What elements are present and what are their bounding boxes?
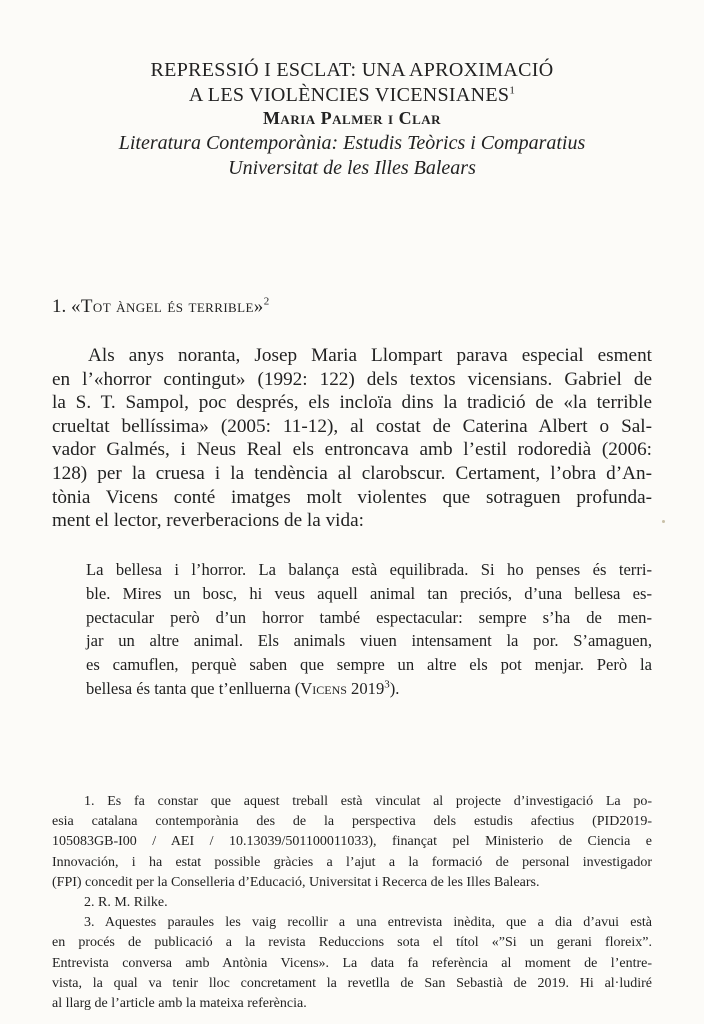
body-paragraph <box>52 344 652 533</box>
quote-footnote-ref: 3 <box>384 678 390 691</box>
citation-year: 2019 <box>346 678 385 698</box>
affiliation-group: Literatura Contemporània: Estudis Teòrics i Comparatius <box>118 132 586 154</box>
footnote-1-line: (FPI) concedit per la Conselleria d’Educació, Universitat i Recerca de les Illes Balears. <box>52 874 540 890</box>
paper-title-line-1: REPRESSIÓ I ESCLAT: UNA APROXIMACIÓ <box>150 59 554 81</box>
body-line: vador Galmés, i Neus Real els entroncava amb l’estil rodoredià (2006: <box>52 439 652 461</box>
citation-author: Vicens <box>300 678 347 698</box>
block-quote <box>86 558 652 701</box>
footnote-2: 2. R. M. Rilke. <box>84 895 168 911</box>
quote-end: ). <box>389 678 400 698</box>
footnote-3-line: en procés de publicació a la revista Reduccions sota el títol «”Si un gerani floreix”. <box>52 935 652 951</box>
footnote-3-line: 3. Aquestes paraules les vaig recollir a una entrevista inèdita, que a dia d’avui està <box>84 915 652 931</box>
quote-line <box>86 677 652 701</box>
footnote-3-line: al llarg de l’article amb la mateixa referència. <box>52 996 307 1012</box>
body-line: ment el lector, reverberacions de la vida: <box>52 510 364 532</box>
body-line: Als anys noranta, Josep Maria Llompart parava especial esment <box>88 345 652 366</box>
body-line: 128) per la cruesa i la tendència al clarobscur. Certament, l’obra d’An- <box>52 462 652 484</box>
quote-line: La bellesa i l’horror. La balança està equilibrada. Si ho penses és terri- <box>86 560 652 579</box>
quote-line: es camuflen, perquè saben que sempre un altre els pot menjar. Però la <box>86 655 652 675</box>
quote-line: ble. Mires un bosc, hi veus aquell animal tan preciós, d’una bellesa es- <box>86 583 652 603</box>
footnote-1-line: esia catalana contemporània des de la perspectiva dels estudis afectius (PID2019- <box>52 814 652 830</box>
author-name: Maria Palmer i Clar <box>262 108 442 128</box>
body-line: crueltat bellíssima» (2005: 11-12), al costat de Caterina Albert o Sal- <box>52 415 652 437</box>
footnote-1-line: Innovación, i ha estat possible gràcies a l’ajut a la formació de personal investigador <box>52 854 652 870</box>
section-footnote-ref: 2 <box>263 295 270 308</box>
body-line: tònia Vicens conté imatges molt violentes que sotraguen profunda- <box>52 486 652 508</box>
footnote-3-line: Entrevista conversa amb Antònia Vicens». La data fa referència al moment de l’entre- <box>52 955 652 971</box>
footnote-1-line: 105083GB-I00 / AEI / 10.13039/501100011033), finançat pel Ministerio de Ciencia e <box>52 834 652 850</box>
quote-last-text: bellesa és tanta que t’enlluerna ( <box>86 678 301 698</box>
section-number: 1. <box>52 296 67 317</box>
quote-line: pectacular però d’un horror també espectacular: sempre s’ha de men- <box>86 607 652 627</box>
body-line: en l’«horror contingut» (1992: 122) dels textos vicensians. Gabriel de <box>52 368 652 390</box>
paper-title-text: A LES VIOLÈNCIES VICENSIANES <box>188 84 510 106</box>
footnote-3-line: vista, la qual va tenir lloc concretament la revetlla de San Sebastià de 2019. Hi al·ludiré <box>52 975 652 991</box>
section-title: «Tot àngel és terrible» <box>71 296 264 317</box>
paper-title-line-2 <box>40 83 664 108</box>
footnotes <box>52 792 652 1014</box>
title-footnote-ref: 1 <box>509 84 516 97</box>
body-line: la S. T. Sampol, poc després, els incloïa dins la tradició de «la terrible <box>52 392 652 414</box>
footnote-1-line: 1. Es fa constar que aquest treball està vinculat al projecte d’investigació La po- <box>84 794 652 809</box>
section-heading <box>52 296 269 318</box>
affiliation-university: Universitat de les Illes Balears <box>228 157 476 179</box>
quote-line: jar un altre animal. Els animals viuen intensament la por. S’amaguen, <box>86 631 652 651</box>
scan-speck <box>662 520 665 523</box>
